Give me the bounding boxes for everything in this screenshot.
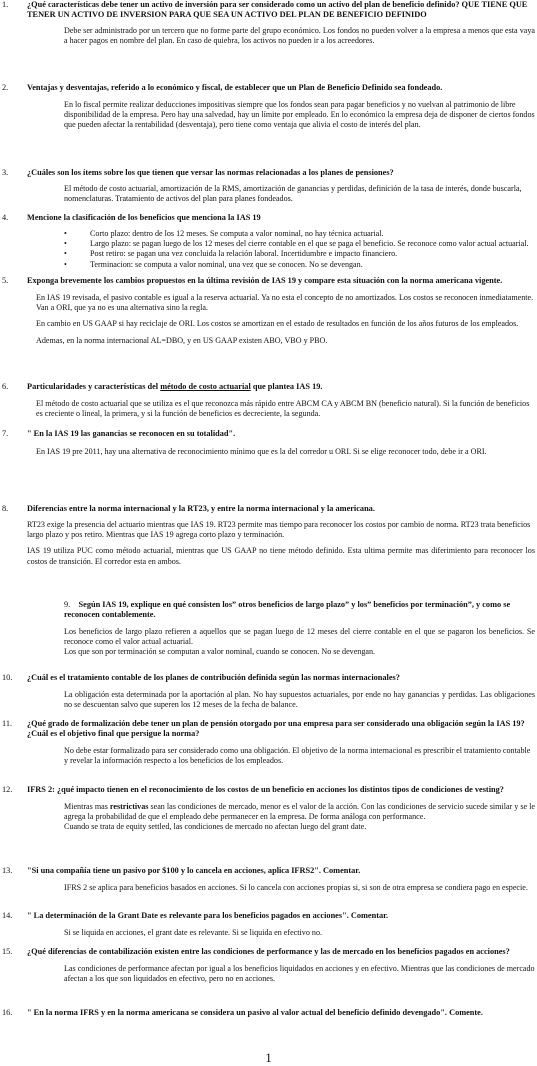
- answer-paragraph: Mientras mas restrictivas sean las condiciones de mercado, menor es el valor de la acción. Con las condiciones de servicio sucede similar y se le agrega la probabilidad de que el empleado debe permanecer en la empresa. De forma análoga con performance.: [64, 802, 535, 822]
- answer-paragraph: RT23 exige la presencia del actuario mientras que IAS 19. RT23 permite mas tiempo para reconocer los costos por cambio de norma. RT23 trata beneficios largo plazo y pos retiro. Mientras que IAS 19 agrega corto plazo y terminación.: [27, 520, 531, 540]
- bullet-icon: •: [64, 239, 67, 249]
- underlined-term: método de costo actuarial: [160, 382, 251, 391]
- list-item: • Post retiro: se pagan una vez concluida la relación laboral. Incertidumbre e impacto financiero.: [64, 249, 398, 259]
- question-text: " En la IAS 19 las ganancias se reconocen en su totalidad".: [27, 429, 236, 438]
- question-title: [0, 785, 537, 795]
- question-text: Exponga brevemente los cambios propuestos en la última revisión de IAS 19 y compare esta situación con la norma americana vigente.: [27, 276, 503, 285]
- question-text: ¿Cuál es el tratamiento contable de los planes de contribución definida según las normas internacionales?: [27, 673, 400, 682]
- answer-paragraph: IAS 19 utiliza PUC como método actuarial, mientras que US GAAP no tiene método definido. Esta ultima permite mas diferimiento para reconocer los costos de transición. El corredor esta en ambos.: [27, 546, 535, 566]
- question-number: 6.: [2, 382, 9, 391]
- question-number: 8.: [2, 504, 9, 513]
- answer-paragraph: IFRS 2 se aplica para beneficios basados en acciones. Si lo cancela con acciones propias si, si son de otra empresa se condiera pago en especie.: [64, 883, 528, 892]
- question-10: [0, 673, 537, 710]
- question-number: 11.: [2, 719, 13, 728]
- question-title: 6. Particularidades y características del método de costo actuarial que plantea IAS 19.: [2, 382, 323, 391]
- question-number: 10.: [2, 673, 13, 682]
- question-number: 16.: [2, 1008, 13, 1017]
- answer-paragraph: El método de costo actuarial que se utiliza es el que reconozca más rápido entre ABCM CA y ABCM BN (beneficio natural). Si la función de beneficios es creciente o lineal, la primera, y si la función de beneficios es decreciente, la segunda.: [36, 399, 530, 419]
- question-text: ¿Qué características debe tener un activo de inversión para ser considerado como un activo del plan de beneficio definido? QUE TIENE QUE TENER UN ACTIVO DE INVERSION PARA QUE SEA UN ACTIVO DEL PLAN DE BENEFICIO DEFINIDO: [27, 0, 528, 19]
- question-number: 2.: [2, 83, 9, 92]
- answer-paragraph: Ademas, en la norma internacional AL=DBO, y en US GAAP existen ABO, VBO y PBO.: [36, 335, 328, 345]
- question-number: 4.: [2, 213, 9, 222]
- question-title: [0, 866, 537, 876]
- question-title: [0, 1008, 537, 1018]
- answer-paragraph: Las condiciones de performance afectan por igual a los beneficios liquidados en acciones y en efectivo. Mientras que las condiciones de mercado afectan a los que son liquidados en efectivo, pero no en acciones.: [64, 964, 535, 984]
- question-number: 14.: [2, 911, 13, 920]
- answer-paragraph: Cuando se trata de equity settled, las condiciones de mercado no afectan luego del grant date.: [64, 822, 367, 832]
- answer-paragraph: Los beneficios de largo plazo refieren a aquellos que se pagan luego de 12 meses del cierre contable en el que se pagaron los beneficios. Se reconoce como el valor actual actuarial.: [64, 626, 535, 646]
- question-13: [0, 866, 537, 893]
- question-title: [0, 911, 537, 921]
- question-title: [0, 429, 537, 439]
- question-number: 13.: [2, 866, 13, 875]
- question-title: [0, 276, 537, 286]
- answer-paragraph: En lo fiscal permite realizar deducciones impositivas siempre que los fondos sean para pagar beneficios y no vuelvan al patrimonio de libre disponibilidad de la empresa. Pero hay una salvedad, hay un límite por empleado. En lo económico la empresa deja de disponer de ciertos fondos que pueden afectar la rentabilidad (desventaja), pero tiene como ventaja que alivia el costo de interés del plan.: [64, 100, 535, 130]
- question-text: ¿Qué grado de formalización debe tener un plan de pensión otorgado por una empresa para ser considerado una obligación según la IAS 19? ¿Cuál es el objetivo final que persigue la norma?: [27, 719, 525, 738]
- answer-paragraph: En IAS 19 revisada, el pasivo contable es igual a la reserva actuarial. Ya no esta el concepto de no amortizados. Los costos se reconocen inmediatamente. Van a ORI, que ya no es una alternativa sino la regla.: [36, 293, 534, 313]
- question-title: [0, 504, 537, 514]
- bullet-icon: •: [64, 259, 67, 269]
- question-text: IFRS 2: ¿qué impacto tienen en el reconocimiento de los costos de un beneficio en acciones los distintos tipos de condiciones de vesting?: [27, 785, 504, 794]
- question-6: [0, 382, 537, 419]
- list-item: • Terminacion: se computa a valor nominal, una vez que se conocen. No se devengan.: [64, 259, 363, 269]
- list-item: • Corto plazo: dentro de los 12 meses. Se computa a valor nominal, no hay técnica actuarial.: [64, 229, 384, 238]
- question-16: [0, 1008, 537, 1018]
- question-11: [0, 719, 537, 766]
- question-12: [0, 785, 537, 833]
- benefits-list: [0, 229, 537, 270]
- question-number: 3.: [2, 168, 9, 177]
- question-4: [0, 213, 537, 270]
- question-text: ¿Qué diferencias de contabilización existen entre las condiciones de performance y las de mercado en los beneficios pagados en acciones?: [27, 947, 510, 956]
- question-text: Según IAS 19, explique en qué consisten los” otros beneficios de largo plazo” y los” beneficios por terminación”, y como se reconocen contablemente.: [64, 600, 511, 620]
- answer-paragraph: El método de costo actuarial, amortización de la RMS, amortización de ganancias y perdidas, definición de la tasa de interés, donde buscarla, nomenclaturas. Tratamiento de activos del plan para planes fondeados.: [64, 184, 522, 204]
- answer-paragraph: En IAS 19 pre 2011, hay una alternativa de reconocimiento mínimo que es la del corredor u ORI. Si se elige reconocer todo, debe ir a ORI.: [36, 447, 487, 456]
- question-title: [0, 719, 537, 739]
- question-7: [0, 429, 537, 457]
- question-title: [0, 168, 537, 178]
- question-8: [0, 504, 537, 567]
- page-number: 1: [265, 1050, 272, 1065]
- answer-paragraph: Si se liquida en acciones, el grant date es relevante. Si se liquida en efectivo no.: [64, 928, 323, 937]
- question-title: [0, 213, 537, 223]
- answer-paragraph: La obligación esta determinada por la aportación al plan. No hay supuestos actuariales, por ende no hay ganancias y perdidas. Las obligaciones no se descuentan salvo que superen los 12 meses de la fecha de balance.: [64, 690, 535, 710]
- question-title: [0, 673, 537, 683]
- question-text: " La determinación de la Grant Date es relevante para los beneficios pagados en acciones". Comentar.: [27, 911, 389, 920]
- question-2: [0, 83, 537, 131]
- question-5: [0, 276, 537, 346]
- question-number: 7.: [2, 429, 9, 438]
- question-text: Mencione la clasificación de los beneficios que menciona la IAS 19: [27, 213, 261, 222]
- question-14: [0, 911, 537, 938]
- answer-paragraph: No debe estar formalizado para ser considerado como una obligación. El objetivo de la norma internacional es prescribir el tratamiento contable y revelar la información respecto a los beneficios de los empleados.: [64, 746, 531, 766]
- question-title: [0, 947, 537, 957]
- answer-paragraph: Los que son por terminación se computan a valor nominal, cuando se conocen. No se devengan.: [64, 647, 376, 656]
- question-number: 15.: [2, 947, 13, 956]
- bullet-icon: •: [64, 229, 67, 238]
- question-text: " En la norma IFRS y en la norma americana se considera un pasivo al valor actual del beneficio definido devengado". Comente.: [27, 1008, 483, 1017]
- question-9: [0, 600, 537, 657]
- question-1: [0, 0, 537, 46]
- question-3: [0, 168, 537, 204]
- answer-paragraph: Debe ser administrado por un tercero que no forme parte del grupo económico. Los fondos no pueden volver a la empresa a menos que esta vaya a hacer pagos en nombre del plan. En caso de quiebra, los activos no pueden ir a los acreedores.: [64, 26, 535, 46]
- question-text: ¿Cuáles son los ítems sobre los que tienen que versar las normas relacionadas a los planes de pensiones?: [27, 168, 394, 177]
- question-text: Ventajas y desventajas, referido a lo económico y fiscal, de establecer que un Plan de Beneficio Definido sea fondeado.: [27, 83, 443, 92]
- question-text: Diferencias entre la norma internacional y la RT23, y entre la norma internacional y la americana.: [27, 504, 375, 513]
- question-text: "Si una compañía tiene un pasivo por $100 y lo cancela en acciones, aplica IFRS2". Comentar.: [27, 866, 361, 875]
- question-number: 12.: [2, 785, 13, 794]
- answer-paragraph: En cambio en US GAAP si hay reciclaje de ORI. Los costos se amortizan en el estado de resultados en función de los años futuros de los empleados.: [36, 319, 519, 329]
- question-number: 5.: [2, 276, 9, 285]
- question-title: [0, 600, 537, 621]
- question-title: [0, 0, 537, 20]
- question-title: [0, 83, 537, 93]
- bullet-icon: •: [64, 249, 67, 259]
- question-number: 9.: [64, 600, 71, 609]
- list-item: • Largo plazo: se pagan luego de los 12 meses del cierre contable en el que se paga el beneficio. Se reconoce como valor actual actuarial.: [64, 239, 529, 249]
- question-15: [0, 947, 537, 984]
- question-number: 1.: [2, 0, 9, 9]
